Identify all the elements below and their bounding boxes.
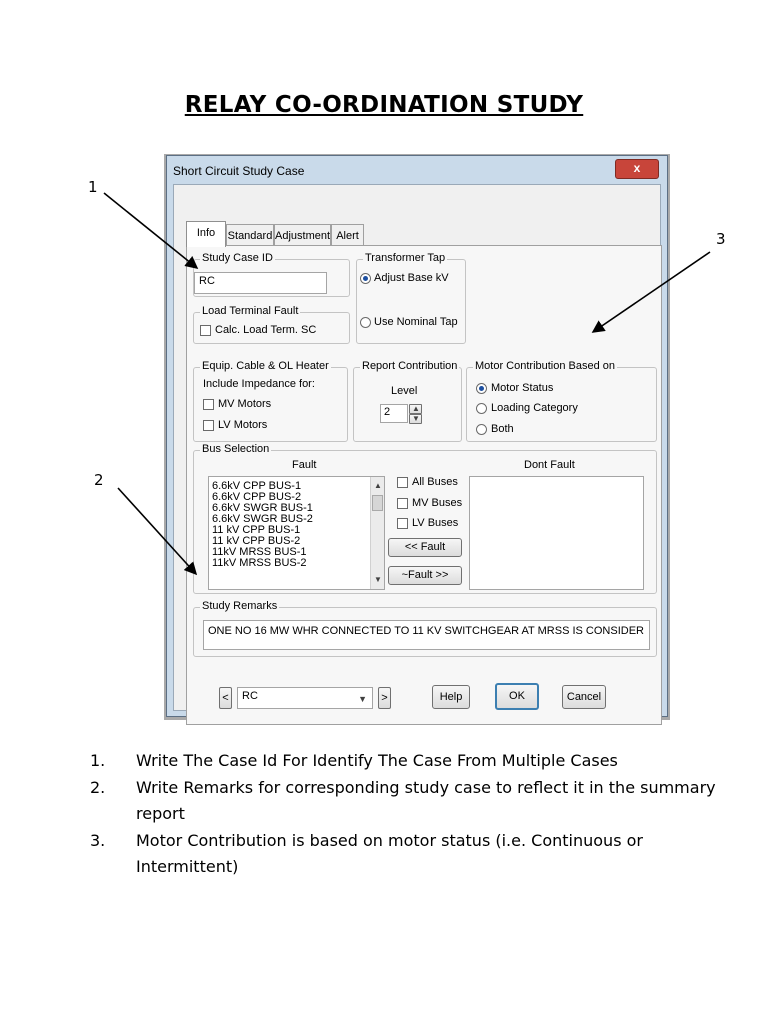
case-select-value: RC	[242, 690, 258, 702]
callout-2: 2	[94, 471, 104, 489]
level-up-button[interactable]	[409, 404, 422, 414]
note-number: 1.	[90, 751, 106, 770]
report-contribution-label: Report Contribution	[362, 360, 458, 372]
bus-selection-label: Bus Selection	[202, 443, 270, 455]
list-item[interactable]: 6.6kV CPP BUS-1	[212, 480, 302, 492]
list-item[interactable]: 11 kV CPP BUS-2	[212, 535, 301, 547]
dialog-title: Short Circuit Study Case	[173, 164, 305, 178]
note-item	[90, 775, 730, 828]
study-remarks-group	[193, 600, 657, 657]
all-buses-label: All Buses	[412, 476, 458, 488]
adjust-base-kv-label: Adjust Base kV	[374, 272, 449, 284]
level-down-button[interactable]	[409, 414, 422, 424]
callout-3: 3	[716, 230, 726, 248]
note-item	[90, 748, 730, 775]
note-text: Motor Contribution is based on motor status (i.e. Continuous or Intermittent)	[136, 830, 643, 876]
loading-category-radio[interactable]	[476, 403, 487, 414]
info-tab-panel	[186, 245, 662, 725]
mv-buses-label: MV Buses	[412, 497, 463, 509]
transformer-tap-label: Transformer Tap	[365, 252, 446, 264]
equip-cable-group	[193, 360, 348, 442]
close-button[interactable]: x	[615, 159, 659, 179]
study-case-id-group	[193, 252, 350, 297]
level-input[interactable]: 2	[380, 404, 408, 423]
list-item[interactable]: 11kV MRSS BUS-2	[212, 557, 307, 569]
arrow-down-icon: ▼	[412, 414, 420, 423]
case-select[interactable]	[237, 687, 373, 709]
list-item[interactable]: 11kV MRSS BUS-1	[212, 546, 307, 558]
study-remarks-label: Study Remarks	[202, 600, 278, 612]
tab-info[interactable]: Info	[186, 221, 226, 247]
tab-adjustment[interactable]: Adjustment	[274, 224, 331, 246]
transformer-tap-group	[356, 252, 466, 344]
chevron-down-icon[interactable]: ▼	[358, 694, 367, 704]
unfault-button[interactable]: ~Fault >>	[388, 566, 462, 585]
help-button[interactable]: Help	[432, 685, 470, 709]
scroll-up-icon[interactable]: ▲	[374, 481, 382, 490]
study-remarks-input[interactable]: ONE NO 16 MW WHR CONNECTED TO 11 KV SWITCHGEAR AT MRSS IS CONSIDER	[203, 620, 650, 650]
scroll-thumb[interactable]	[372, 495, 383, 511]
both-radio[interactable]	[476, 424, 487, 435]
list-item[interactable]: 6.6kV SWGR BUS-1	[212, 502, 313, 514]
next-case-button[interactable]: >	[378, 687, 391, 709]
mv-buses-checkbox[interactable]	[397, 498, 408, 509]
motor-status-label: Motor Status	[491, 382, 554, 394]
mv-motors-checkbox[interactable]	[203, 399, 214, 410]
include-impedance-label: Include Impedance for:	[203, 378, 315, 390]
dont-fault-header: Dont Fault	[524, 459, 575, 471]
use-nominal-tap-radio[interactable]	[360, 317, 371, 328]
both-label: Both	[491, 423, 514, 435]
scroll-down-icon[interactable]: ▼	[374, 575, 382, 584]
lv-motors-checkbox[interactable]	[203, 420, 214, 431]
fault-header: Fault	[292, 459, 317, 471]
tab-standard[interactable]: Standard	[226, 224, 274, 246]
study-case-id-input[interactable]: RC	[194, 272, 327, 294]
arrow-up-icon: ▲	[412, 404, 420, 413]
dont-fault-bus-list[interactable]	[469, 476, 644, 590]
equip-cable-label: Equip. Cable & OL Heater	[202, 360, 329, 372]
motor-contribution-label: Motor Contribution Based on	[475, 360, 616, 372]
fault-button[interactable]: << Fault	[388, 538, 462, 557]
adjust-base-kv-radio[interactable]	[360, 273, 371, 284]
lv-buses-checkbox[interactable]	[397, 518, 408, 529]
mv-motors-label: MV Motors	[218, 398, 272, 410]
calc-load-term-label: Calc. Load Term. SC	[215, 324, 317, 336]
list-item[interactable]: 6.6kV SWGR BUS-2	[212, 513, 313, 525]
fault-list-scrollbar[interactable]	[370, 477, 384, 589]
motor-contribution-group	[466, 360, 657, 442]
fault-bus-list[interactable]	[208, 476, 385, 590]
bus-selection-group	[193, 443, 657, 594]
load-terminal-fault-label: Load Terminal Fault	[202, 305, 299, 317]
study-case-dialog	[166, 155, 668, 717]
all-buses-checkbox[interactable]	[397, 477, 408, 488]
report-contribution-group	[353, 360, 462, 442]
note-item	[90, 828, 730, 881]
loading-category-label: Loading Category	[491, 402, 578, 414]
study-case-id-label: Study Case ID	[202, 252, 273, 264]
use-nominal-tap-label: Use Nominal Tap	[374, 316, 458, 328]
note-text: Write Remarks for corresponding study case to reflect it in the summary report	[136, 777, 716, 823]
note-number: 3.	[90, 830, 106, 850]
notes-list	[90, 748, 730, 881]
list-item[interactable]: 11 kV CPP BUS-1	[212, 524, 301, 536]
calc-load-term-checkbox[interactable]	[200, 325, 211, 336]
lv-buses-label: LV Buses	[412, 517, 459, 529]
prev-case-button[interactable]: <	[219, 687, 232, 709]
note-number: 2.	[90, 777, 106, 797]
ok-button[interactable]: OK	[495, 683, 539, 710]
load-terminal-fault-group	[193, 305, 350, 344]
list-item[interactable]: 6.6kV CPP BUS-2	[212, 491, 302, 503]
motor-status-radio[interactable]	[476, 383, 487, 394]
level-label: Level	[391, 385, 418, 397]
lv-motors-label: LV Motors	[218, 419, 268, 431]
cancel-button[interactable]: Cancel	[562, 685, 606, 709]
callout-1: 1	[88, 178, 98, 196]
dialog-client-area	[173, 184, 661, 711]
note-text: Write The Case Id For Identify The Case From Multiple Cases	[136, 751, 618, 770]
page-title: RELAY CO-ORDINATION STUDY	[184, 92, 584, 118]
tab-alert[interactable]: Alert	[331, 224, 364, 246]
